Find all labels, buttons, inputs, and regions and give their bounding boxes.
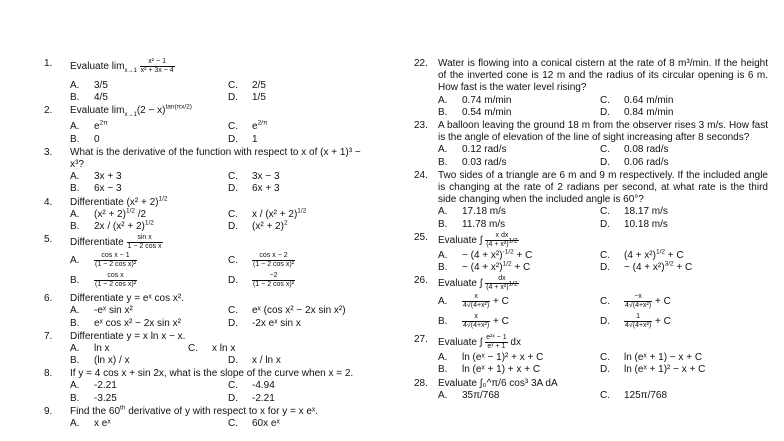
option-d: 6x + 3 [252, 183, 280, 195]
options: A. $\frac{\text{cos x − 1}}{\text{(1 − 2 cos x)²}}$ C. $\frac{\text{cos x − 2}}{\text{(1 − 2 cos x)²}}$ B. $\frac{\text{cos x}}{\text{(1 − 2 cos x)²}}$ D. $\frac{-2}{\text{(1 − 2 cos x)²}}$ [70, 252, 295, 289]
question-9 [44, 406, 374, 430]
question-4 [44, 197, 374, 234]
question-27 [414, 334, 768, 376]
option-c: 0.64 m/min [624, 94, 674, 106]
question-text: Differentiate $(x^2 + 2)^{1/2}$ [70, 195, 168, 208]
option-c: eˣ (cos x² − 2x sin x²) [252, 305, 346, 317]
question-text: Evaluate ∫₀^π/6 cos³ 3A dA [438, 377, 558, 389]
option-a: 3/5 [94, 80, 108, 91]
option-b: -3.25 [94, 392, 117, 404]
options: A. -eˣ sin x² C. eˣ (cos x² − 2x sin x²) B. eˣ cos x² − 2x sin x² D. -2x eˣ sin x [70, 305, 346, 329]
option-c: ln (eˣ + 1) − x + C [624, 352, 703, 364]
right-column [414, 58, 768, 403]
option-d: -2x eˣ sin x [252, 317, 301, 329]
options: A. 3/5 C. 2/5 B. 4/5 D. 1/5 [70, 80, 266, 104]
question-number: 23. [414, 119, 428, 131]
question-number: 4. [44, 196, 53, 208]
question-7 [44, 331, 374, 368]
option-d: 10.18 m/s [624, 218, 668, 230]
option-a: ln x [94, 342, 110, 354]
question-5 [44, 234, 374, 292]
question-number: 8. [44, 368, 53, 380]
left-column [44, 58, 374, 431]
option-b: 0.03 rad/s [462, 156, 507, 168]
option-d: x / ln x [252, 355, 281, 367]
options: A. $e^{2\pi}$ C. $e^{2/\pi}$ B. 0 D. 1 [70, 120, 268, 145]
question-text: Find the 60th derivative of y with respect to x for y = x eˣ. [70, 404, 318, 417]
question-2 [44, 105, 374, 145]
option-b: 6x − 3 [94, 183, 122, 195]
option-c: -4.94 [252, 380, 275, 392]
question-24 [414, 170, 768, 231]
option-b: 4/5 [94, 92, 108, 104]
question-text: What is the derivative of the function with respect to x of (x + 1)³ − x³? [70, 146, 361, 170]
question-text: Evaluate $\lim_{x\to 1}$ $\frac{\text{x² − 1}}{\text{x² + 3x − 4}}$ [70, 58, 174, 75]
option-b: (ln x) / x [94, 355, 130, 367]
question-number: 27. [414, 334, 428, 346]
question-number: 25. [414, 231, 428, 243]
question-number: 3. [44, 146, 53, 158]
option-a: 35π/768 [462, 389, 500, 401]
question-1 [44, 58, 374, 104]
question-number: 26. [414, 275, 428, 287]
question-text: Differentiate y = x ln x − x. [70, 330, 186, 342]
option-b: eˣ cos x² − 2x sin x² [94, 317, 181, 329]
question-text: A balloon leaving the ground 18 m from the observer rises 3 m/s. How fast is the angle of elevation of the line of sight increasing after 8 seconds? [438, 119, 768, 144]
option-c: 2/5 [252, 80, 266, 91]
options: A. 35π/768 C. 125π/768 [438, 389, 668, 401]
options: A. 17.18 m/s C. 18.17 m/s B. 11.78 m/s D. 10.18 m/s [438, 206, 668, 230]
question-number: 1. [44, 58, 53, 69]
option-d: 1 [252, 133, 258, 145]
option-a: 17.18 m/s [462, 206, 506, 218]
option-a: 3x + 3 [94, 171, 122, 183]
options: A. $\frac{x}{\text{4√(4+x²)}}$ + C C. $\frac{-x}{\text{4√(4+x²)}}$ + C B. $\frac{x}{\text{4√(4+x²)}}$ + C D. $\frac{1}{\text{4√(4+x²)}}$ + C [438, 293, 671, 330]
option-d: 1/5 [252, 92, 266, 104]
question-26 [414, 275, 768, 333]
option-d: 0.06 rad/s [624, 156, 669, 168]
question-number: 24. [414, 169, 428, 181]
options: A. − $(4 + x^2)^{-1/2} + C$ C. $(4 + x^2)^{1/2} + C$ B. − $(4 + x^2)^{1/2} + C$ D. − $(4 + x^2)^{3/2} + C$ [438, 248, 693, 273]
option-b: 11.78 m/s [462, 218, 506, 230]
question-number: 22. [414, 58, 428, 69]
question-text: Evaluate ∫ $\frac{\text{x dx}}{(4 + x^2)^{1/2}}$ [438, 231, 518, 248]
option-a: -eˣ sin x² [94, 305, 133, 317]
question-number: 6. [44, 293, 53, 305]
options: A. $(x^2 + 2)^{1/2}$ /2 C. $x / (x^2 + 2)^{1/2}$ B. $2x / (x^2 + 2)^{1/2}$ D. $(x^2 + 2)^2$ [70, 207, 307, 232]
option-b: 0.54 m/min [462, 106, 512, 118]
question-text: Evaluate $\lim_{x\to 1}(2 - x)^{tan(\pi x/2)}$ [70, 104, 192, 119]
question-text: Two sides of a triangle are 6 m and 9 m respectively. If the included angle is changing at the rate of 2 radians per second, at what rate is the third side changing when the included angle is 60°? [438, 169, 768, 206]
question-text: Differentiate y = eˣ cos x². [70, 293, 184, 305]
question-25 [414, 232, 768, 274]
option-a: -2.21 [94, 380, 117, 392]
option-c: x ln x [212, 342, 236, 354]
question-text: Water is flowing into a conical cistern at the rate of 8 m³/min. If the height of the inverted cone is 12 m and the radius of its circular opening is 6 m. How fast is the water level rising? [438, 58, 768, 94]
option-c: 18.17 m/s [624, 206, 668, 218]
option-a: 0.12 rad/s [462, 144, 507, 156]
question-text: Differentiate $\frac{\text{sin x}}{\text{1 − 2 cos x}}$ [70, 234, 162, 251]
question-text: If y = 4 cos x + sin 2x, what is the slope of the curve when x = 2. [70, 368, 354, 380]
option-d: -2.21 [252, 392, 275, 404]
options: A. x eˣ C. 60x eˣ [70, 418, 280, 430]
question-28 [414, 378, 768, 402]
question-number: 5. [44, 234, 53, 246]
option-c: 60x eˣ [252, 418, 280, 430]
option-c: 3x − 3 [252, 171, 280, 183]
question-22 [414, 58, 768, 119]
question-6 [44, 293, 374, 330]
question-3 [44, 147, 374, 196]
option-d: 0.84 m/min [624, 106, 674, 118]
options: A. ln (eˣ − 1)² + x + C C. ln (eˣ + 1) − x + C B. ln (eˣ + 1) + x + C D. ln (eˣ + 1)² − x + C [438, 352, 706, 376]
option-d: ln (eˣ + 1)² − x + C [624, 364, 706, 376]
question-text: Evaluate ∫ $\frac{dx}{(4 + x^2)^{1/2}}$ [438, 275, 518, 292]
options: A. 0.74 m/min C. 0.64 m/min B. 0.54 m/min D. 0.84 m/min [438, 94, 674, 118]
option-b: ln (eˣ + 1) + x + C [462, 364, 541, 376]
options: A. 0.12 rad/s C. 0.08 rad/s B. 0.03 rad/s D. 0.06 rad/s [438, 144, 669, 168]
question-number: 9. [44, 405, 53, 417]
option-c: 0.08 rad/s [624, 144, 669, 156]
question-8 [44, 368, 374, 405]
question-number: 7. [44, 330, 53, 342]
option-a: 0.74 m/min [462, 94, 512, 106]
question-number: 28. [414, 377, 428, 389]
question-text: Evaluate ∫ $\frac{\text{e²ˣ − 1}}{\text{eˣ + 1}}$ dx [438, 334, 521, 351]
option-a: x eˣ [94, 418, 111, 430]
options: A. ln x C. x ln x B. (ln x) / x D. x / ln x [70, 342, 281, 367]
options: A. -2.21 C. -4.94 B. -3.25 D. -2.21 [70, 380, 275, 404]
question-23 [414, 120, 768, 169]
option-c: 125π/768 [624, 389, 668, 401]
question-number: 2. [44, 105, 53, 117]
options: A. 3x + 3 C. 3x − 3 B. 6x − 3 D. 6x + 3 [70, 171, 280, 195]
option-a: ln (eˣ − 1)² + x + C [462, 352, 544, 364]
option-b: 0 [94, 133, 100, 145]
